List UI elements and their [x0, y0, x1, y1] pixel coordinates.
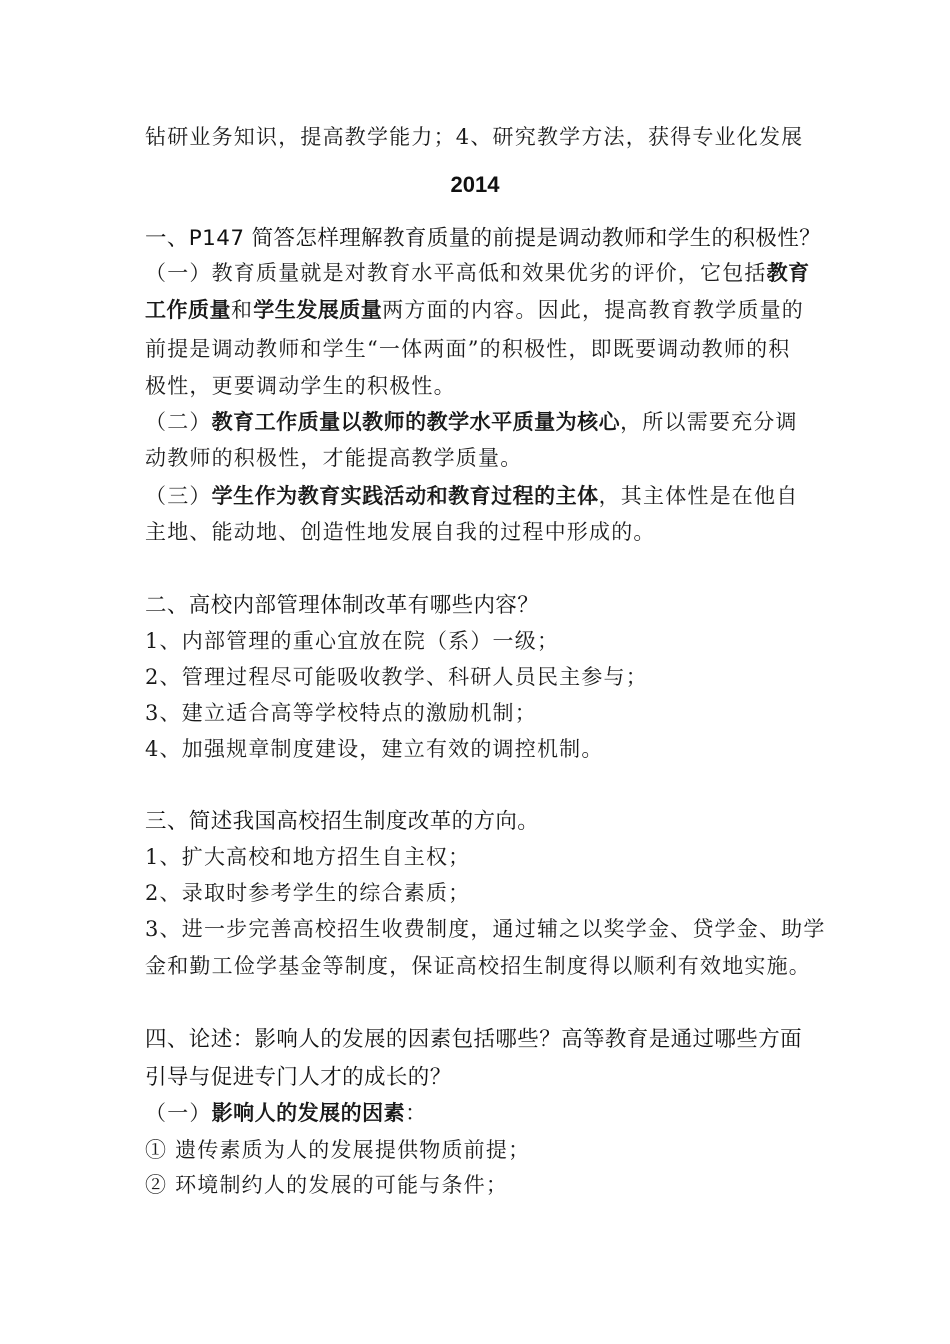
q4-sub-suffix: ：	[405, 1101, 428, 1125]
q1-p2-bold: 教育工作质量以教师的教学水平质量为核心	[211, 410, 621, 434]
intro-line: 钻研业务知识，提高教学能力；4、研究教学方法，获得专业化发展	[145, 125, 804, 149]
q2-item: 1、内部管理的重心宜放在院（系）一级；	[145, 629, 560, 653]
q3-item: 3、进一步完善高校招生收费制度，通过辅之以奖学金、贷学金、助学	[145, 917, 826, 941]
year-heading: 2014	[450, 172, 500, 197]
q1-p1-text: 两方面的内容。因此，提高教育教学质量的	[382, 298, 805, 322]
q1-p3-text: ，其主体性是在他自	[598, 484, 799, 508]
q1-p1-line1	[145, 256, 810, 290]
q1-p1-bold: 学生发展质量	[253, 298, 383, 322]
q1-p2-line2: 动教师的积极性，才能提高教学质量。	[145, 446, 523, 470]
q1-title: 一、P147 简答怎样理解教育质量的前提是调动教师和学生的积极性？	[145, 226, 822, 251]
q1-p2-text: （二）	[145, 410, 212, 434]
q4-sub-prefix: （一）	[145, 1101, 212, 1125]
q1-p1-text: （一）教育质量就是对教育水平高低和效果优劣的评价，它包括	[145, 261, 767, 285]
q4-subheading	[145, 1096, 810, 1130]
q1-p2-text: ，所以需要充分调	[620, 410, 798, 434]
q3-item: 1、扩大高校和地方招生自主权；	[145, 845, 471, 869]
q3-item: 2、录取时参考学生的综合素质；	[145, 881, 471, 905]
q2-item: 2、管理过程尽可能吸收教学、科研人员民主参与；	[145, 665, 648, 689]
q3-item: 金和勤工俭学基金等制度，保证高校招生制度得以顺利有效地实施。	[145, 954, 811, 978]
q1-p1-line3: 前提是调动教师和学生“一体两面”的积极性，即既要调动教师的积	[145, 337, 791, 361]
q1-p1-line2	[145, 293, 810, 327]
q3-title: 三、简述我国高校招生制度改革的方向。	[145, 809, 540, 834]
q2-item: 4、加强规章制度建设，建立有效的调控机制。	[145, 737, 604, 761]
q1-p1-bold: 工作质量	[145, 298, 231, 322]
q4-item: ① 遗传素质为人的发展提供物质前提；	[145, 1138, 531, 1162]
q1-p3-line2: 主地、能动地、创造性地发展自我的过程中形成的。	[145, 520, 656, 544]
q1-p3-text: （三）	[145, 484, 212, 508]
q4-sub-bold: 影响人的发展的因素	[211, 1101, 406, 1125]
q2-title: 二、高校内部管理体制改革有哪些内容？	[145, 593, 540, 618]
q1-p1-line4: 极性，更要调动学生的积极性。	[145, 374, 456, 398]
q2-item: 3、建立适合高等学校特点的激励机制；	[145, 701, 537, 725]
q1-p1-bold: 教育	[766, 261, 810, 285]
q1-p3-line1	[145, 479, 810, 513]
q4-title-line1: 四、论述：影响人的发展的因素包括哪些？高等教育是通过哪些方面	[145, 1027, 803, 1052]
q4-item: ② 环境制约人的发展的可能与条件；	[145, 1173, 509, 1197]
q1-p3-bold: 学生作为教育实践活动和教育过程的主体	[211, 484, 599, 508]
q1-p1-text: 和	[231, 298, 254, 322]
q1-p2-line1	[145, 405, 810, 439]
q4-title-line2: 引导与促进专门人才的成长的？	[145, 1065, 452, 1090]
